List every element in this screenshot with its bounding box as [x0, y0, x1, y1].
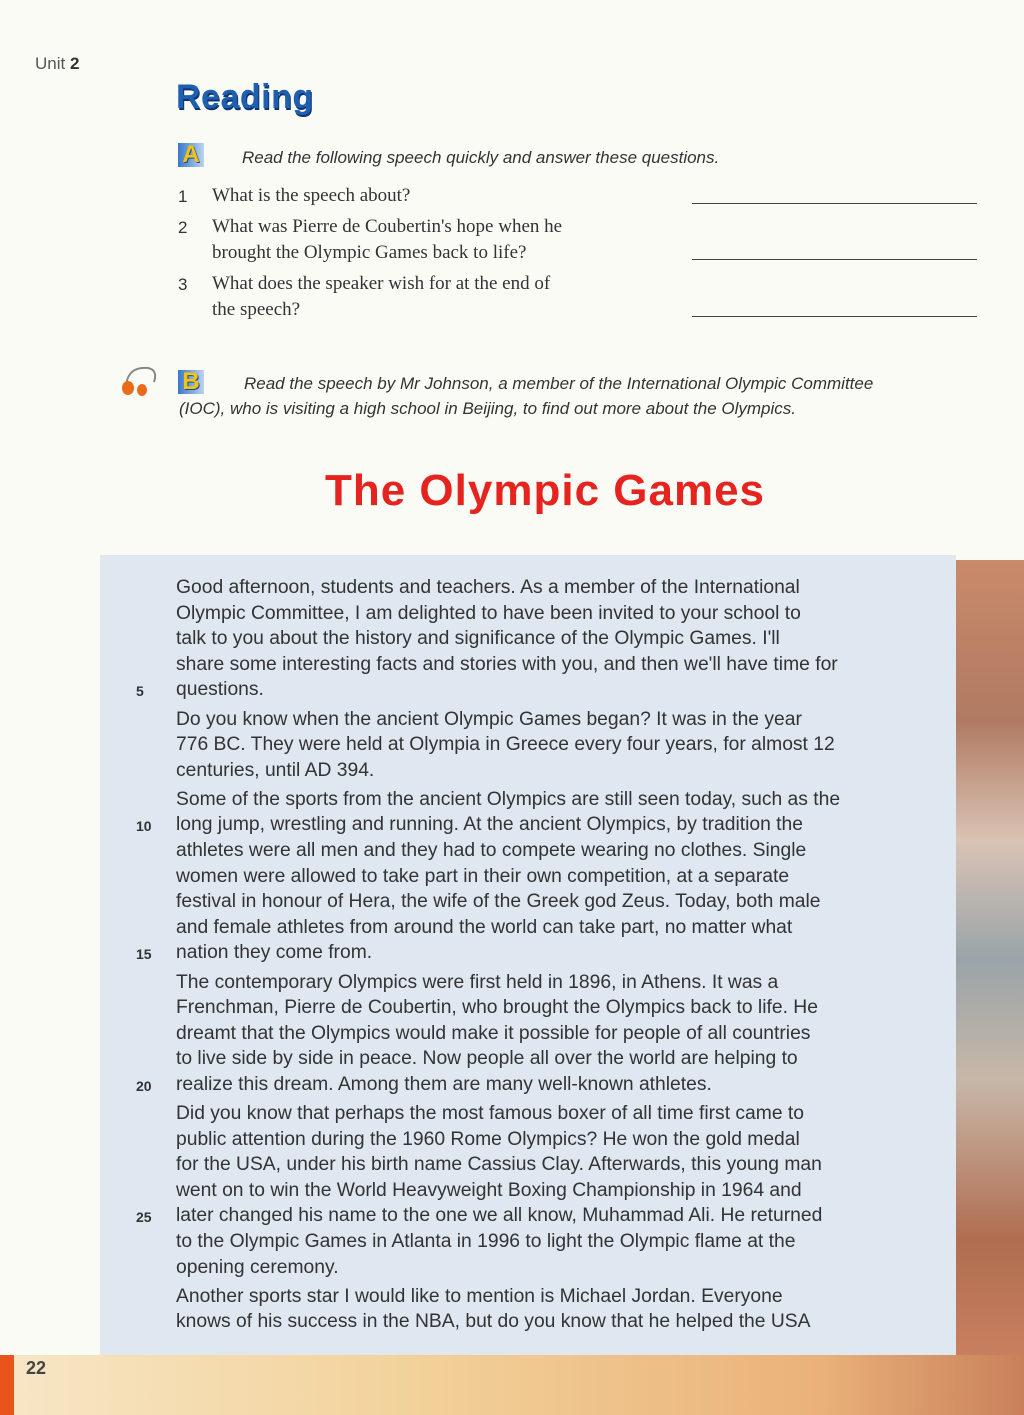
- passage-line: 776 BC. They were held at Olympia in Greece every four years, for almost 12: [176, 734, 835, 756]
- passage-line: for the USA, under his birth name Cassius Clay. Afterwards, this young man: [176, 1154, 822, 1176]
- passage-line: went on to win the World Heavyweight Boxing Championship in 1964 and: [176, 1179, 802, 1201]
- passage-line: Olympic Committee, I am delighted to have been invited to your school to: [176, 602, 801, 624]
- article-title: The Olympic Games: [324, 466, 766, 515]
- passage-line: opening ceremony.: [176, 1256, 339, 1278]
- passage-line: Good afternoon, students and teachers. As a member of the International: [176, 577, 800, 598]
- unit-text: Unit: [35, 54, 66, 73]
- passage-line: long jump, wrestling and running. At the ancient Olympics, by tradition the: [176, 814, 803, 836]
- part-b-badge: B: [178, 370, 204, 394]
- part-a-instruction: Read the following speech quickly and answer these questions.: [242, 148, 720, 167]
- part-b-instruction: Read the speech by Mr Johnson, a member of the International Olympic Committee: [244, 374, 874, 393]
- question-text: the speech?: [212, 299, 301, 320]
- passage-line: festival in honour of Hera, the wife of the Greek god Zeus. Today, both male: [176, 891, 821, 913]
- page-number: 22: [26, 1358, 47, 1378]
- passage-line: Did you know that perhaps the most famous boxer of all time first came to: [176, 1103, 804, 1124]
- passage-line: and female athletes from around the world can take part, no matter what: [176, 916, 793, 938]
- question-text: What is the speech about?: [212, 185, 411, 206]
- passage-line: share some interesting facts and stories with you, and then we'll have time for: [176, 653, 838, 675]
- passage-line: Frenchman, Pierre de Coubertin, who brought the Olympics back to life. He: [176, 997, 818, 1019]
- passage-line: realize this dream. Among them are many well-known athletes.: [176, 1073, 712, 1095]
- line-number: 5: [136, 683, 144, 700]
- answer-line[interactable]: [692, 203, 977, 204]
- headphones-icon: [118, 362, 160, 400]
- footer-accent-bar: [0, 1355, 14, 1415]
- stadium-photo: [956, 560, 1024, 1360]
- line-number: 10: [136, 818, 152, 835]
- unit-number: 2: [69, 54, 80, 73]
- passage-line: nation they come from.: [176, 942, 373, 964]
- unit-label: [35, 54, 79, 74]
- passage-line: knows of his success in the NBA, but do you know that he helped the USA: [176, 1311, 811, 1333]
- passage-line: Another sports star I would like to mention is Michael Jordan. Everyone: [176, 1285, 783, 1307]
- footer-band: [0, 1355, 1024, 1415]
- question-number: 3: [178, 275, 188, 294]
- passage-line: women were allowed to take part in their own competition, at a separate: [176, 865, 790, 887]
- section-title: Reading: [176, 78, 314, 116]
- question-text: What was Pierre de Coubertin's hope when he: [212, 216, 563, 237]
- passage-line: questions.: [176, 679, 264, 701]
- line-number: 25: [136, 1209, 152, 1226]
- line-number: 20: [136, 1077, 152, 1094]
- passage-line: later changed his name to the one we all know, Muhammad Ali. He returned: [176, 1205, 823, 1227]
- answer-line[interactable]: [692, 259, 977, 260]
- part-b-instruction: (IOC), who is visiting a high school in Beijing, to find out more about the Olympics.: [179, 399, 797, 418]
- passage-line: to live side by side in peace. Now people all over the world are helping to: [176, 1048, 798, 1070]
- passage-line: The contemporary Olympics were first held in 1896, in Athens. It was a: [176, 971, 779, 993]
- question-text: What does the speaker wish for at the end of: [212, 273, 551, 294]
- passage-line: talk to you about the history and significance of the Olympic Games. I'll: [176, 628, 780, 650]
- question-text: brought the Olympic Games back to life?: [212, 242, 527, 263]
- part-a-badge: A: [178, 143, 204, 167]
- passage-line: dreamt that the Olympics would make it possible for people of all countries: [176, 1022, 811, 1044]
- passage-line: Do you know when the ancient Olympic Games began? It was in the year: [176, 708, 802, 730]
- passage-line: Some of the sports from the ancient Olympics are still seen today, such as the: [176, 788, 841, 810]
- passage-line: athletes were all men and they had to compete wearing no clothes. Single: [176, 840, 807, 861]
- question-number: 2: [178, 218, 188, 237]
- question-number: 1: [178, 187, 188, 206]
- passage-line: to the Olympic Games in Atlanta in 1996 to light the Olympic flame at the: [176, 1231, 796, 1252]
- passage-line: centuries, until AD 394.: [176, 759, 375, 781]
- speech-passage: [100, 555, 956, 1355]
- answer-line[interactable]: [692, 316, 977, 317]
- line-number: 15: [136, 946, 152, 963]
- passage-line: public attention during the 1960 Rome Olympics? He won the gold medal: [176, 1128, 800, 1150]
